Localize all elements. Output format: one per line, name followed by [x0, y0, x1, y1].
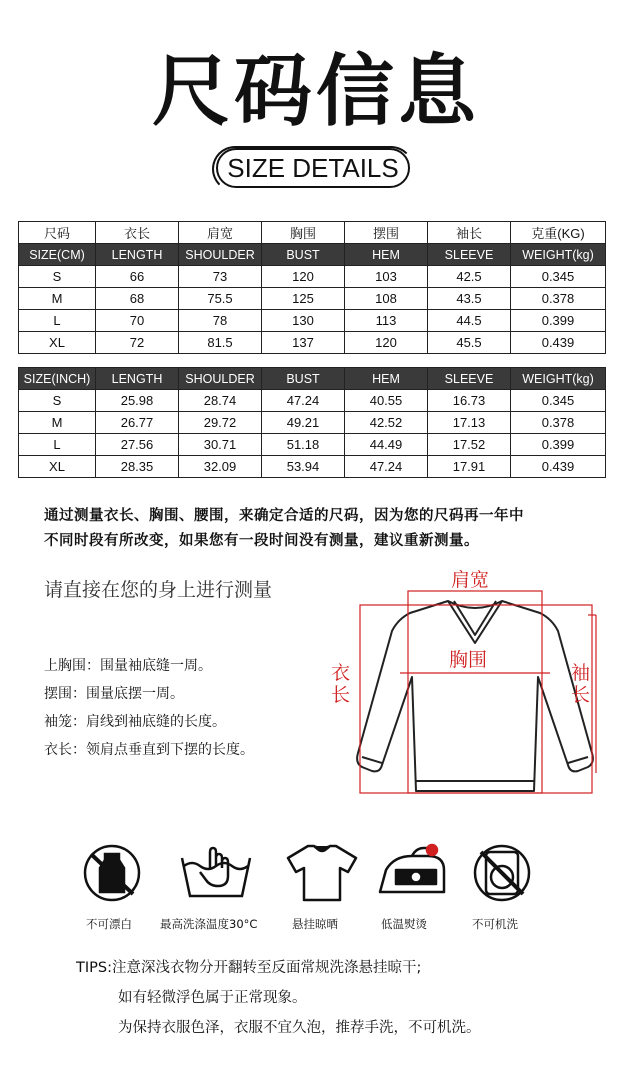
table-cell: 53.94 — [262, 456, 345, 478]
header-cell: HEM — [345, 368, 428, 390]
header-cell: HEM — [345, 244, 428, 266]
table-cell: 0.399 — [511, 310, 606, 332]
table-cell: 78 — [179, 310, 262, 332]
table-cell: L — [19, 310, 96, 332]
table-cell: 120 — [345, 332, 428, 354]
table-header-cn — [19, 222, 606, 244]
table-cell: 42.5 — [428, 266, 511, 288]
header-cell: BUST — [262, 368, 345, 390]
table-cell: 70 — [96, 310, 179, 332]
header-cell: 尺码 — [19, 222, 96, 244]
table-cell: 125 — [262, 288, 345, 310]
tips-line: TIPS:注意深浅衣物分开翻转至反面常规洗涤悬挂晾干; — [76, 960, 422, 976]
subtitle-badge — [212, 144, 412, 192]
header-cell: LENGTH — [96, 368, 179, 390]
table-cell: 28.74 — [179, 390, 262, 412]
table-cell: 0.439 — [511, 332, 606, 354]
label-length: 衣长 — [331, 662, 351, 706]
page-title: 尺码信息 — [151, 47, 480, 137]
header-cell: 肩宽 — [179, 222, 262, 244]
care-label-no-machine-wash: 不可机洗 — [472, 917, 518, 931]
table-header-en — [19, 368, 606, 390]
table-cell: S — [19, 390, 96, 412]
table-cell: 75.5 — [179, 288, 262, 310]
table-cell: 66 — [96, 266, 179, 288]
table-cell: 51.18 — [262, 434, 345, 456]
garment-diagram — [340, 585, 610, 805]
table-cell: 26.77 — [96, 412, 179, 434]
table-row — [19, 288, 606, 310]
care-label-low-iron: 低温熨烫 — [381, 917, 427, 931]
table-row — [19, 456, 606, 478]
table-cell: 47.24 — [262, 390, 345, 412]
subtitle-text: SIZE DETAILS — [216, 148, 410, 188]
measure-line: 摆围：围量底摆一周。 — [44, 686, 184, 702]
no-machine-wash-icon — [462, 840, 542, 906]
table-cell: 49.21 — [262, 412, 345, 434]
table-cell: 29.72 — [179, 412, 262, 434]
table-row — [19, 310, 606, 332]
table-cell: XL — [19, 332, 96, 354]
table-cell: 137 — [262, 332, 345, 354]
table-cell: S — [19, 266, 96, 288]
table-cell: 0.378 — [511, 288, 606, 310]
hang-dry-icon — [282, 840, 362, 906]
table-cell: 30.71 — [179, 434, 262, 456]
table-cell: 81.5 — [179, 332, 262, 354]
table-header-en — [19, 244, 606, 266]
table-row — [19, 332, 606, 354]
label-shoulder: 肩宽 — [451, 569, 490, 591]
table-cell: 0.439 — [511, 456, 606, 478]
table-cell: 73 — [179, 266, 262, 288]
care-label-wash-30: 最高洗涤温度30°C — [160, 917, 258, 931]
table-cell: 28.35 — [96, 456, 179, 478]
table-cell: 0.378 — [511, 412, 606, 434]
table-row — [19, 266, 606, 288]
tips-line: 为保持衣服色泽，衣服不宜久泡，推荐手洗，不可机洗。 — [118, 1020, 481, 1036]
table-cell: M — [19, 288, 96, 310]
table-cell: 25.98 — [96, 390, 179, 412]
table-cell: XL — [19, 456, 96, 478]
table-cell: 0.399 — [511, 434, 606, 456]
header-cell: SLEEVE — [428, 368, 511, 390]
wash-30-icon — [176, 840, 256, 906]
table-cell: 43.5 — [428, 288, 511, 310]
table-cell: 42.52 — [345, 412, 428, 434]
table-row — [19, 390, 606, 412]
header-cell: BUST — [262, 244, 345, 266]
table-cell: M — [19, 412, 96, 434]
header-cell: SLEEVE — [428, 244, 511, 266]
table-cell: 108 — [345, 288, 428, 310]
label-sleeve: 袖长 — [571, 662, 591, 706]
no-bleach-icon — [72, 840, 152, 906]
table-cell: 44.5 — [428, 310, 511, 332]
table-cell: 17.91 — [428, 456, 511, 478]
table-cell: 47.24 — [345, 456, 428, 478]
measure-note-line: 不同时段有所改变，如果您有一段时间没有测量，建议重新测量。 — [44, 533, 479, 549]
header-cell: 摆围 — [345, 222, 428, 244]
table-cell: 72 — [96, 332, 179, 354]
table-cell: 27.56 — [96, 434, 179, 456]
size-table-cm — [18, 221, 606, 354]
table-cell: 103 — [345, 266, 428, 288]
header-cell: SIZE(INCH) — [19, 368, 96, 390]
measure-title: 请直接在您的身上进行测量 — [44, 579, 273, 601]
header-cell: 胸围 — [262, 222, 345, 244]
table-row — [19, 434, 606, 456]
header-cell: 袖长 — [428, 222, 511, 244]
measure-line: 衣长：领肩点垂直到下摆的长度。 — [44, 742, 254, 758]
measure-line: 袖笼：肩线到袖底缝的长度。 — [44, 714, 226, 730]
header-cell: 衣长 — [96, 222, 179, 244]
table-cell: 44.49 — [345, 434, 428, 456]
header-cell: SHOULDER — [179, 244, 262, 266]
table-cell: L — [19, 434, 96, 456]
table-cell: 32.09 — [179, 456, 262, 478]
header-cell: SHOULDER — [179, 368, 262, 390]
header-cell: 克重(KG) — [511, 222, 606, 244]
table-cell: 130 — [262, 310, 345, 332]
table-row — [19, 412, 606, 434]
low-iron-icon — [372, 840, 452, 906]
care-label-no-bleach: 不可漂白 — [86, 917, 132, 931]
measure-line: 上胸围：围量袖底缝一周。 — [44, 658, 212, 674]
table-cell: 17.52 — [428, 434, 511, 456]
tips-line: 如有轻微浮色属于正常现象。 — [118, 990, 307, 1006]
care-label-hang-dry: 悬挂晾晒 — [292, 917, 338, 931]
table-cell: 45.5 — [428, 332, 511, 354]
size-table-inch — [18, 367, 606, 478]
table-cell: 0.345 — [511, 390, 606, 412]
table-cell: 68 — [96, 288, 179, 310]
table-cell: 40.55 — [345, 390, 428, 412]
table-cell: 120 — [262, 266, 345, 288]
table-cell: 0.345 — [511, 266, 606, 288]
header-cell: LENGTH — [96, 244, 179, 266]
table-cell: 113 — [345, 310, 428, 332]
header-cell: WEIGHT(kg) — [511, 368, 606, 390]
label-bust: 胸围 — [449, 649, 488, 671]
header-cell: WEIGHT(kg) — [511, 244, 606, 266]
header-cell: SIZE(CM) — [19, 244, 96, 266]
table-cell: 16.73 — [428, 390, 511, 412]
table-cell: 17.13 — [428, 412, 511, 434]
measure-note-line: 通过测量衣长、胸围、腰围，来确定合适的尺码，因为您的尺码再一年中 — [44, 508, 524, 524]
